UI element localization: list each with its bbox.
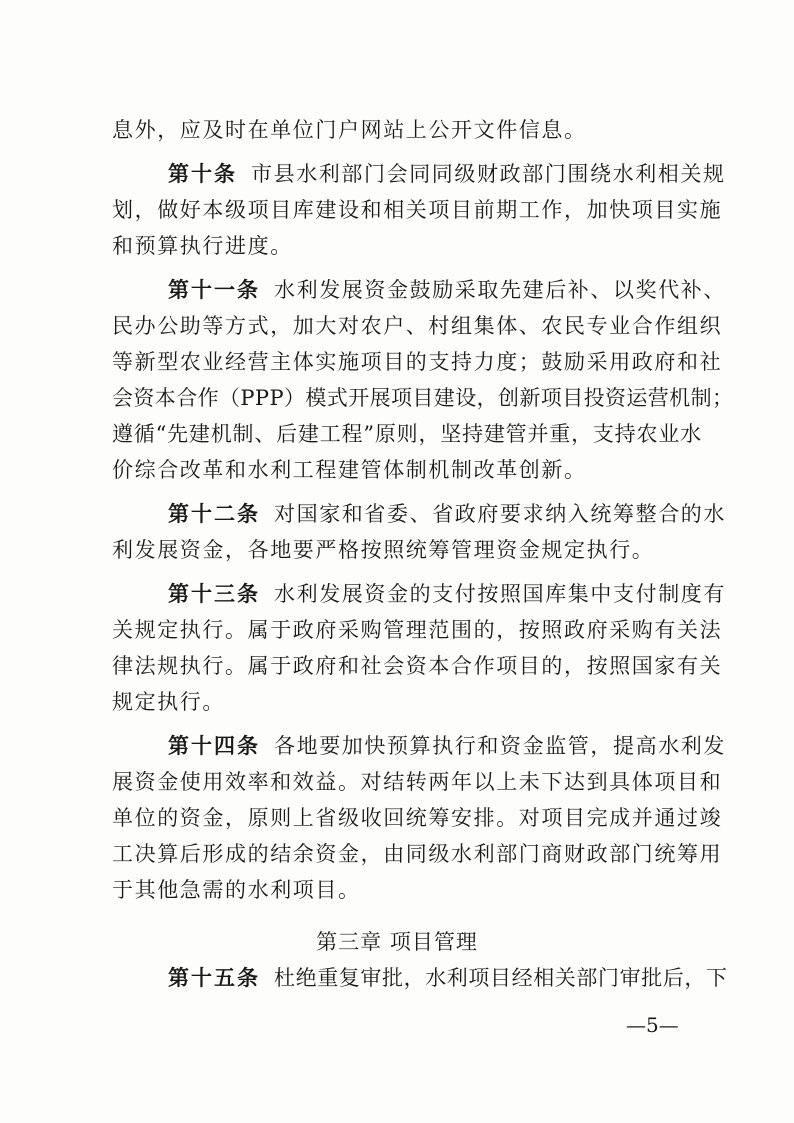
paragraph-line: 民办公助等方式，加大对农户、村组集体、农民专业合作组织: [112, 314, 723, 338]
paragraph-line: 会资本合作（PPP）模式开展项目建设，创新项目投资运营机制；: [112, 386, 734, 410]
paragraph-line: 于其他急需的水利项目。: [112, 878, 361, 902]
article-12-line: [112, 496, 726, 532]
paragraph-line: 等新型农业经营主体实施项目的支持力度；鼓励采用政府和社: [112, 350, 723, 374]
article-15-text: 杜绝重复审批，水利项目经相关部门审批后，下: [274, 966, 728, 990]
article-15-line: [112, 960, 728, 996]
article-12-title: 第十二条: [168, 502, 260, 526]
paragraph-line: 规定执行。: [112, 690, 225, 714]
paragraph-line: 遵循“先建机制、后建工程”原则，坚持建管并重，支持农业水: [112, 422, 702, 446]
paragraph-line: 利发展资金，各地要严格按照统筹管理资金规定执行。: [112, 538, 655, 562]
paragraph-line: 关规定执行。属于政府采购管理范围的，按照政府采购有关法: [112, 618, 723, 642]
paragraph-line: 价综合改革和水利工程建管体制机制改革创新。: [112, 458, 587, 482]
article-14-text: 各地要加快预算执行和资金监管，提高水利发: [274, 734, 726, 758]
paragraph-line: 工决算后形成的结余资金，由同级水利部门商财政部门统筹用: [112, 842, 723, 866]
article-12-text: 对国家和省委、省政府要求纳入统筹整合的水: [274, 502, 726, 526]
chapter-heading: 第三章 项目管理: [316, 930, 478, 954]
article-11-text: 水利发展资金鼓励采取先建后补、以奖代补、: [274, 278, 726, 302]
article-10-title: 第十条: [168, 162, 237, 186]
article-11-title: 第十一条: [168, 278, 260, 302]
paragraph-line: 划，做好本级项目库建设和相关项目前期工作，加快项目实施: [112, 198, 723, 222]
paragraph-line: 单位的资金，原则上省级收回统筹安排。对项目完成并通过竣: [112, 806, 723, 830]
article-11-line: [112, 272, 726, 308]
paragraph-line: 展资金使用效率和效益。对结转两年以上未下达到具体项目和: [112, 770, 723, 794]
article-10-line: [112, 156, 726, 192]
page-number: —5—: [626, 1013, 679, 1037]
article-13-text: 水利发展资金的支付按照国库集中支付制度有: [274, 582, 726, 606]
article-14-line: [112, 728, 726, 764]
article-13-line: [112, 576, 726, 612]
article-10-text: 市县水利部门会同同级财政部门围绕水利相关规: [251, 162, 726, 186]
paragraph-line: 和预算执行进度。: [112, 234, 293, 258]
article-13-title: 第十三条: [168, 582, 260, 606]
article-15-title: 第十五条: [168, 966, 260, 990]
paragraph-line: 律法规执行。属于政府和社会资本合作项目的，按照国家有关: [112, 654, 723, 678]
article-14-title: 第十四条: [168, 734, 260, 758]
paragraph-line: 息外，应及时在单位门户网站上公开文件信息。: [112, 118, 587, 142]
